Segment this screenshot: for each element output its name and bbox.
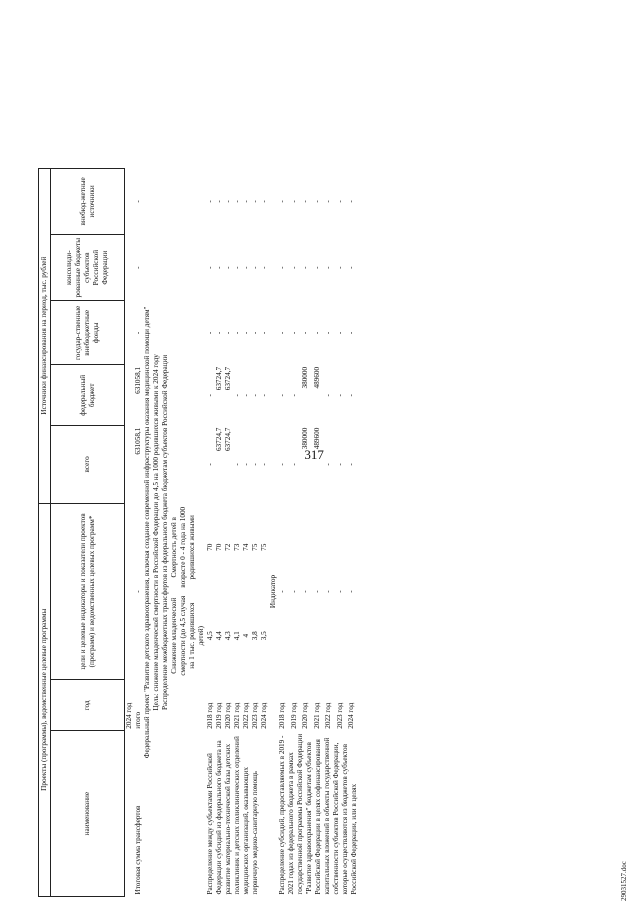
fed-cell: 489600 — [312, 366, 321, 389]
year-cell: 2023 год — [251, 702, 259, 729]
extra-cell: - — [134, 200, 142, 203]
total-cell: - — [335, 463, 344, 466]
indicator2-value: 70 — [206, 543, 214, 551]
year-cell: 2018 год — [206, 702, 214, 729]
header-name: наименование — [51, 731, 125, 897]
table-row — [269, 36, 278, 897]
gov-cell: - — [347, 331, 356, 335]
extra-cell: - — [215, 200, 223, 203]
extra-cell: - — [278, 200, 286, 203]
block1-name: Распределение между субъектами Российской Федерации субсидий из федерального бюджета на развитие материально-технической базы детских поликлиник и детских поликлинических отделений медицинских организаций, оказывающих первичную медико-санитарную помощь — [206, 736, 259, 895]
header-fed: федеральный бюджет — [51, 365, 125, 426]
project-goal: Цель: снижение младенческой смертности в Российской Федерации до 4,5 на 1000 родившихся живыми к 2024 году — [152, 354, 160, 711]
goal-cell: - — [347, 590, 356, 593]
table-row — [134, 36, 143, 897]
fed-cell: 63724,7 — [215, 366, 223, 391]
total-cell: 63724,7 — [215, 427, 223, 452]
financing-table — [38, 35, 359, 897]
fed-cell: - — [324, 394, 333, 397]
total-cell: - — [251, 463, 259, 466]
total-cell: 380000 — [301, 427, 310, 450]
year-cell: 2020 год — [224, 702, 232, 729]
goal-cell: - — [134, 590, 142, 593]
extra-cell: - — [347, 200, 356, 203]
indicator-label: Индикатор — [269, 574, 277, 609]
total-cell: - — [233, 463, 241, 466]
extra-cell: - — [335, 200, 344, 203]
year-cell: 2024 год — [347, 702, 356, 729]
goal-cell: - — [335, 590, 344, 593]
total-cell: 63724,7 — [224, 427, 232, 452]
table-row — [161, 36, 170, 897]
indicator2-value: 75 — [260, 543, 268, 551]
total-cell: - — [242, 463, 250, 466]
header-year: год — [51, 680, 125, 731]
cons-cell: - — [347, 266, 356, 269]
fed-cell: - — [289, 394, 298, 397]
total-cell: - — [206, 463, 214, 466]
extra-cell: - — [260, 200, 268, 203]
year-cell: 2020 год — [301, 702, 310, 729]
table-row — [152, 36, 161, 897]
indicator2-value: 75 — [251, 543, 259, 551]
extra-cell: - — [242, 200, 250, 203]
cons-cell: - — [324, 266, 333, 269]
goal-cell: - — [324, 590, 333, 593]
header-goals: цели и целевые индикаторы и показатели проектов (программ) и ведомственных целевых программ* — [51, 503, 125, 680]
goal-cell: - — [289, 590, 298, 593]
fed-cell: - — [242, 394, 250, 397]
cons-cell: - — [301, 266, 310, 269]
header-sources-group: Источники финансирования на период, тыс. рублей — [39, 168, 51, 503]
header-gov-funds: государ-ственные внебюджетные фонды — [51, 301, 125, 365]
cons-cell: - — [206, 266, 214, 269]
gov-cell: - — [242, 331, 250, 335]
gov-cell: - — [224, 331, 232, 335]
year-cell: 2024 год — [260, 702, 268, 729]
row-name: Итоговая сумма трансфертов — [134, 805, 142, 895]
indicator2-value: 72 — [224, 543, 232, 551]
cons-cell: - — [335, 266, 344, 269]
fed-cell: 631058,1 — [134, 366, 142, 394]
gov-cell: - — [324, 331, 333, 335]
extra-cell: - — [324, 200, 333, 203]
gov-cell: - — [260, 331, 268, 335]
total-cell: 631058,1 — [134, 427, 142, 455]
year-cell: 2022 год — [324, 702, 333, 729]
year-cell: 2022 год — [242, 702, 250, 729]
cons-cell: - — [278, 266, 286, 269]
header-projects-group: Проекты (программы), ведомственные целевые программы — [39, 503, 51, 896]
table-row — [278, 36, 290, 897]
table-row — [206, 36, 215, 897]
extra-cell: - — [289, 200, 298, 203]
fed-cell: - — [251, 394, 259, 397]
indicator1-value: 4 — [242, 633, 250, 638]
year-cell: итого — [134, 711, 142, 729]
table-row — [125, 36, 135, 897]
year-cell: 2024 год — [125, 702, 133, 729]
cons-cell: - — [251, 266, 259, 269]
gov-cell: - — [206, 331, 214, 335]
indicator1-value: 4,5 — [206, 631, 214, 641]
gov-cell: - — [215, 331, 223, 335]
year-cell: 2023 год — [335, 702, 344, 729]
extra-cell: - — [233, 200, 241, 203]
cons-cell: - — [312, 266, 321, 269]
gov-cell: - — [233, 331, 241, 335]
total-cell: - — [324, 463, 333, 466]
year-cell: 2018 год — [278, 702, 286, 729]
total-cell: - — [278, 463, 286, 466]
indicator2-value: 70 — [215, 543, 223, 551]
document-id: 29031527.doc — [620, 861, 628, 901]
total-cell: - — [347, 463, 356, 466]
cons-cell: - — [224, 266, 232, 269]
cons-cell: - — [289, 266, 298, 269]
total-cell: - — [289, 463, 298, 466]
gov-cell: - — [301, 331, 310, 335]
header-extra: внебюд-жетные источники — [51, 168, 125, 234]
indicator1-value: 3,8 — [251, 631, 259, 641]
distribution-title: Распределение межбюджетных трансфертов из федерального бюджета бюджетам субъектов Российской Федерации — [161, 354, 169, 710]
fed-cell: - — [206, 394, 214, 397]
total-cell: 489600 — [312, 427, 321, 450]
extra-cell: - — [224, 200, 232, 203]
block2-name: Распределение субсидий, предоставляемых в 2019 - 2021 годах из федерального бюджета в рамках государственной программы Российской Федерации "Развитие здравоохранения" бюджетам субъектов Российской Федерации в целях софинансирования капитальных вложений в объекты государственной собственности субъектов Российской Федерации, которые осуществляются из бюджетов субъектов Российской Федерации, или в целях — [278, 733, 358, 895]
indicator1-value: 4,4 — [215, 631, 223, 641]
fed-cell: 380000 — [301, 366, 310, 389]
indicator1-value: 4,3 — [224, 631, 232, 641]
cons-cell: - — [242, 266, 250, 269]
total-cell: - — [260, 463, 268, 466]
goal-cell: - — [301, 590, 310, 593]
year-cell: 2021 год — [233, 702, 241, 729]
gov-cell: - — [134, 331, 142, 335]
fed-cell: - — [233, 394, 241, 397]
cons-cell: - — [260, 266, 268, 269]
goal-cell: - — [312, 590, 321, 593]
fed-cell: 63724,7 — [224, 366, 232, 391]
fed-cell: - — [278, 394, 286, 397]
indicator1-value: 4,1 — [233, 631, 241, 641]
year-cell: 2019 год — [289, 702, 298, 729]
extra-cell: - — [251, 200, 259, 203]
gov-cell: - — [278, 331, 286, 335]
table-row — [170, 36, 206, 897]
indicator1-name: Снижение младенческой смертности (до 4,5 случая на 1 тыс. родившихся детей) — [170, 595, 205, 676]
header-total: всего — [51, 426, 125, 503]
year-cell: 2019 год — [215, 702, 223, 729]
gov-cell: - — [251, 331, 259, 335]
indicator2-value: 73 — [233, 543, 241, 551]
fed-cell: - — [335, 394, 344, 397]
cons-cell: - — [134, 266, 142, 269]
cons-cell: - — [215, 266, 223, 269]
gov-cell: - — [312, 331, 321, 335]
cons-cell: - — [233, 266, 241, 269]
year-cell: 2021 год — [312, 702, 321, 729]
header-consolidated: консолиди-рованные бюджеты субъектов Российской Федерации — [51, 235, 125, 301]
extra-cell: - — [301, 200, 310, 203]
gov-cell: - — [289, 331, 298, 335]
extra-cell: - — [206, 200, 214, 203]
gov-cell: - — [335, 331, 344, 335]
table-row — [143, 36, 152, 897]
indicator1-value: 3,5 — [260, 631, 268, 641]
fed-cell: - — [347, 394, 356, 397]
fed-cell: - — [260, 394, 268, 397]
indicator2-value: 74 — [242, 543, 250, 551]
project-title: Федеральный проект "Развитие детского здравоохранения, включая создание современной инфраструктуры оказания медицинской помощи детям" — [143, 306, 151, 759]
page-number: 317 — [304, 447, 324, 463]
indicator2-name: Смертность детей в возрасте 0 - 4 года на 1000 родившихся живыми — [170, 506, 196, 588]
extra-cell: - — [312, 200, 321, 203]
goal-cell: - — [278, 590, 286, 593]
